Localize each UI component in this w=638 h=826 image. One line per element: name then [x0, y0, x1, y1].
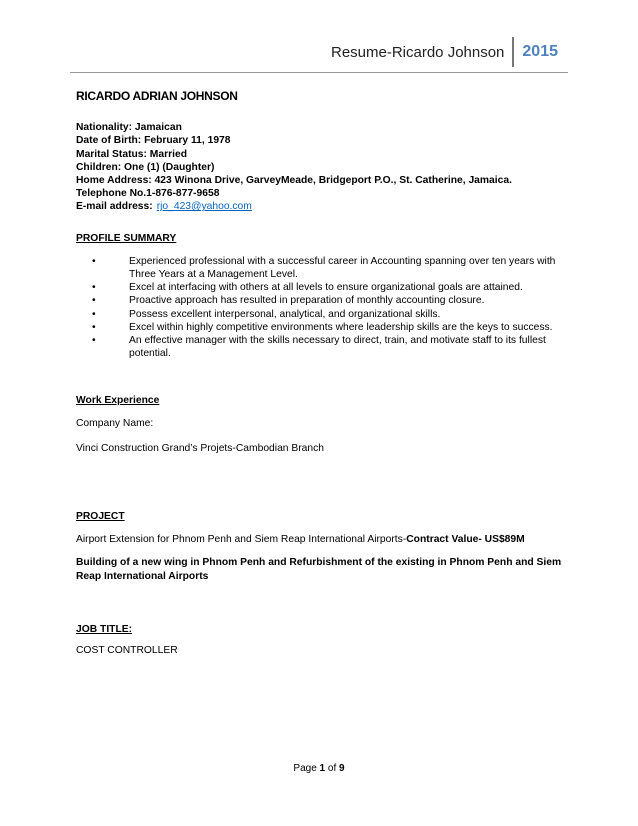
company-label: Company Name:: [76, 417, 154, 429]
project-title: PROJECT: [76, 511, 125, 523]
candidate-name: RICARDO ADRIAN JOHNSON: [76, 89, 238, 103]
header-year: 2015: [522, 43, 558, 60]
header-divider: [512, 37, 514, 67]
profile-summary-title: PROFILE SUMMARY: [76, 232, 177, 244]
home-address: Home Address: 423 Winona Drive, GarveyMeade, Bridgeport P.O., St. Catherine, Jamaica.: [76, 175, 512, 187]
bullet-icon: •: [92, 282, 96, 294]
list-item: • Excel at interfacing with others at all levels to ensure organizational goals are attained.: [92, 282, 523, 294]
job-title-heading: JOB TITLE:: [76, 623, 133, 635]
date-of-birth: Date of Birth: February 11, 1978: [76, 135, 231, 147]
personal-details: [76, 121, 566, 213]
contract-value: Contract Value- US$89M: [406, 534, 525, 546]
page-header: [331, 38, 558, 66]
bullet-icon: •: [92, 335, 96, 347]
profile-summary-list: [76, 255, 566, 361]
email-label: E-mail address:: [76, 201, 153, 213]
page-footer: [0, 763, 638, 774]
list-item: • Possess excellent interpersonal, analytical, and organizational skills.: [92, 308, 441, 320]
marital-status: Marital Status: Married: [76, 148, 188, 160]
list-item: • Proactive approach has resulted in preparation of monthly accounting closure.: [92, 295, 485, 307]
bullet-icon: •: [92, 308, 96, 320]
email-link[interactable]: rjo_423@yahoo.com: [156, 201, 252, 213]
bullet-icon: •: [92, 321, 96, 333]
job-title-value: COST CONTROLLER: [76, 645, 178, 657]
document-body: [76, 90, 566, 657]
page-total: 9: [339, 763, 345, 774]
page-label: Page: [293, 763, 317, 774]
nationality: Nationality: Jamaican: [76, 122, 182, 134]
project-line: [76, 533, 566, 546]
bullet-icon: •: [92, 255, 96, 267]
project-name: Airport Extension for Phnom Penh and Siem Reap International Airports-: [76, 534, 407, 546]
page-of: of: [327, 763, 337, 774]
project-description: Building of a new wing in Phnom Penh and Refurbishment of the existing in Phnom Penh and Siem Reap International Airports: [76, 557, 562, 582]
list-item: • Excel within highly competitive environments where leadership skills are the keys to success.: [92, 321, 553, 333]
company-name: Vinci Construction Grand’s Projets-Cambodian Branch: [76, 442, 325, 454]
list-item: • Experienced professional with a successful career in Accounting spanning over ten years with Three Years at a Management Level.: [92, 255, 556, 281]
children: Children: One (1) (Daughter): [76, 161, 215, 173]
list-item: • An effective manager with the skills necessary to direct, train, and motivate staff to its fullest potential.: [92, 335, 546, 360]
bullet-icon: •: [92, 295, 96, 307]
page-current: 1: [319, 763, 326, 774]
telephone: Telephone No.1-876-877-9658: [76, 188, 220, 200]
header-title: Resume-Ricardo Johnson: [330, 43, 505, 61]
email-row: [76, 200, 566, 213]
work-experience-title: Work Experience: [76, 395, 160, 407]
header-rule: [70, 72, 568, 73]
